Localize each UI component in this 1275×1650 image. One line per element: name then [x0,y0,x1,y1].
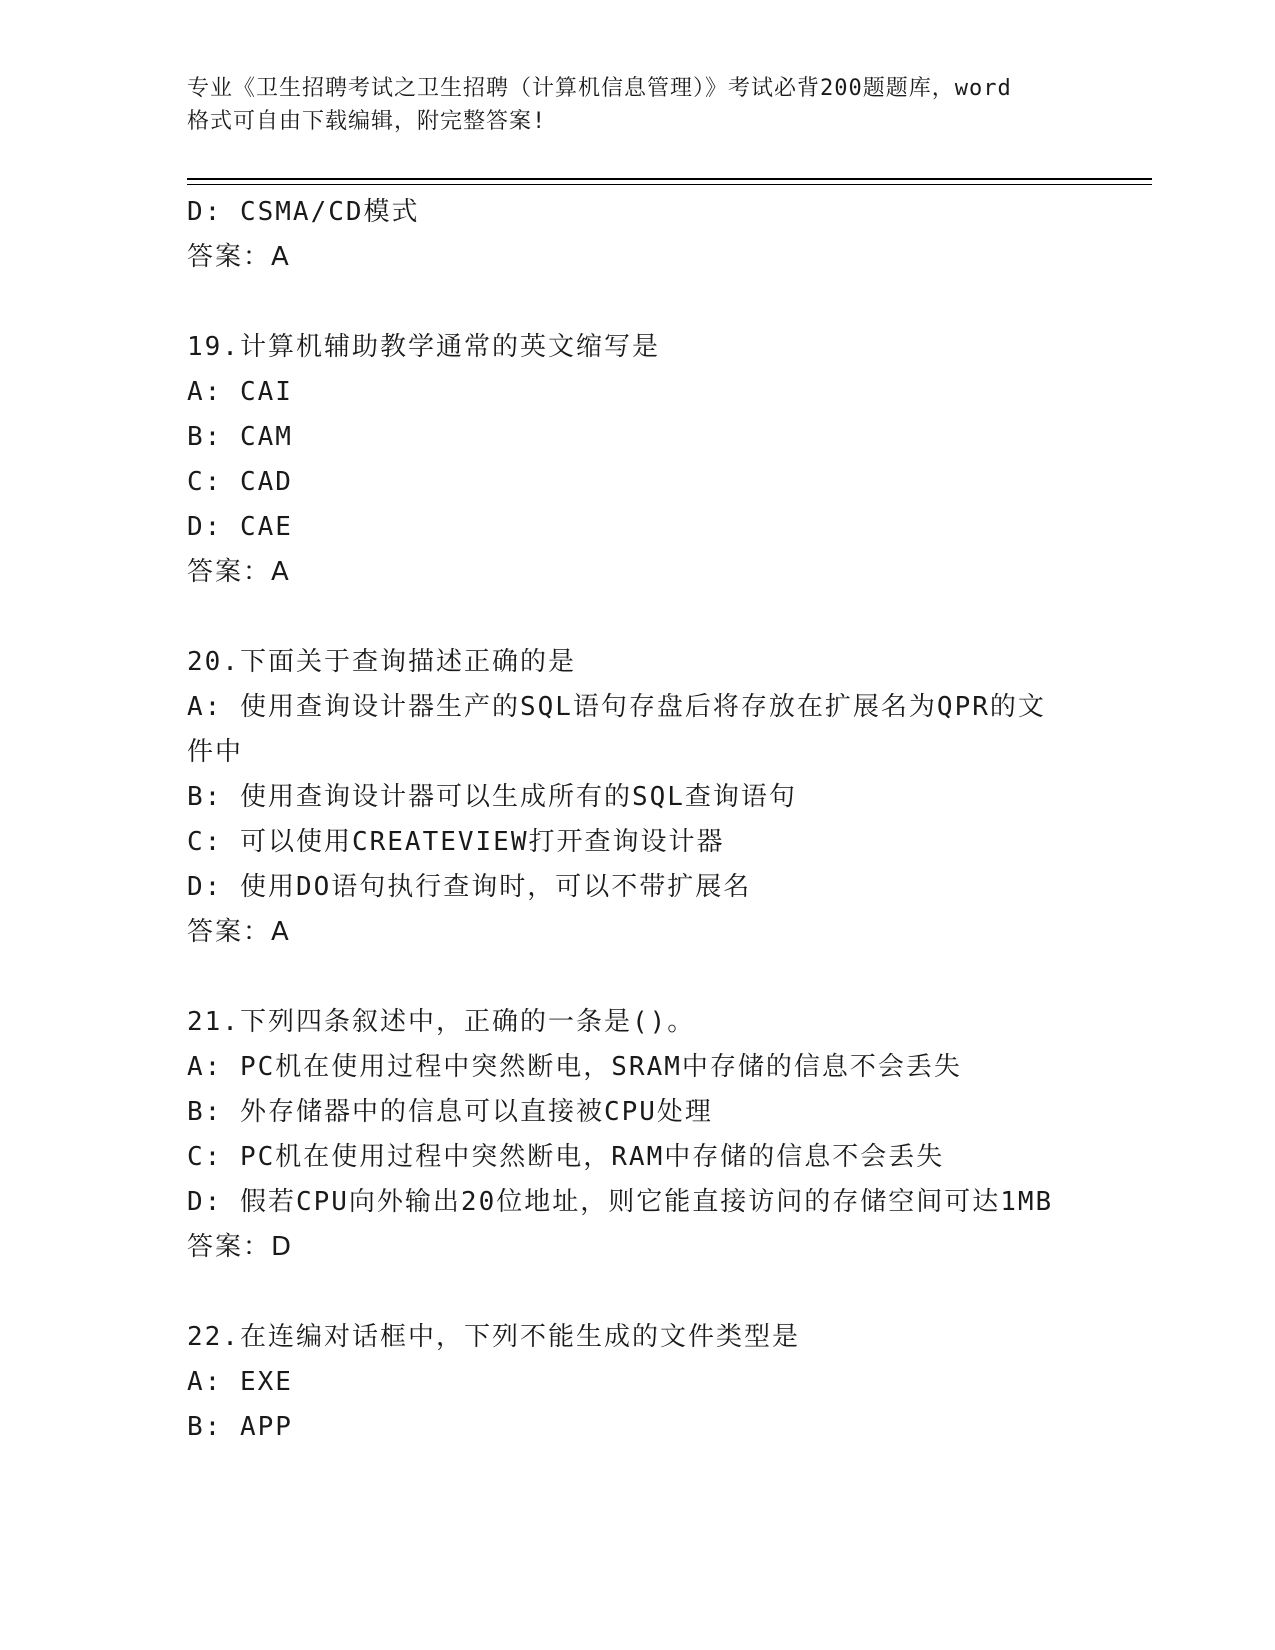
option-a: A: PC机在使用过程中突然断电，SRAM中存储的信息不会丢失 [187,1052,962,1082]
option-d: D: 假若CPU向外输出20位地址，则它能直接访问的存储空间可达1MB [187,1187,1054,1217]
question-stem: 21.下列四条叙述中，正确的一条是()。 [187,1007,696,1037]
option-b: B: 外存储器中的信息可以直接被CPU处理 [187,1097,713,1127]
option-d: D: CSMA/CD模式 [187,197,420,227]
header-line-2: 格式可自由下载编辑，附完整答案! [187,109,547,134]
option-d: D: CAE [187,512,293,542]
answer-line: 答案：D [187,1232,294,1262]
question-stem: 20.下面关于查询描述正确的是 [187,647,576,677]
question-19 [187,325,1077,595]
document-header [187,72,1087,138]
answer-line: 答案：A [187,557,291,587]
question-20 [187,640,1077,955]
option-d: D: 使用DO语句执行查询时，可以不带扩展名 [187,872,752,902]
question-stem: 22.在连编对话框中，下列不能生成的文件类型是 [187,1322,800,1352]
question-22 [187,1315,1077,1450]
option-c: C: PC机在使用过程中突然断电，RAM中存储的信息不会丢失 [187,1142,945,1172]
header-line-1: 专业《卫生招聘考试之卫生招聘（计算机信息管理）》考试必背200题题库，word [187,76,1012,101]
option-b: B: CAM [187,422,293,452]
header-divider-thick [187,178,1152,180]
question-21 [187,1000,1077,1270]
option-b: B: 使用查询设计器可以生成所有的SQL查询语句 [187,782,797,812]
option-b: B: APP [187,1412,293,1442]
question-list [187,190,1077,1450]
option-a: A: EXE [187,1367,293,1397]
option-c: C: CAD [187,467,293,497]
answer-line: 答案：A [187,917,291,947]
option-a: A: 使用查询设计器生产的SQL语句存盘后将存放在扩展名为QPR的文 [187,692,1046,722]
option-a: A: CAI [187,377,293,407]
header-divider-thin [187,184,1152,185]
option-c: C: 可以使用CREATEVIEW打开查询设计器 [187,827,725,857]
answer-line: 答案：A [187,242,291,272]
option-a-continued: 件中 [187,737,244,767]
question-stem: 19.计算机辅助教学通常的英文缩写是 [187,332,660,362]
